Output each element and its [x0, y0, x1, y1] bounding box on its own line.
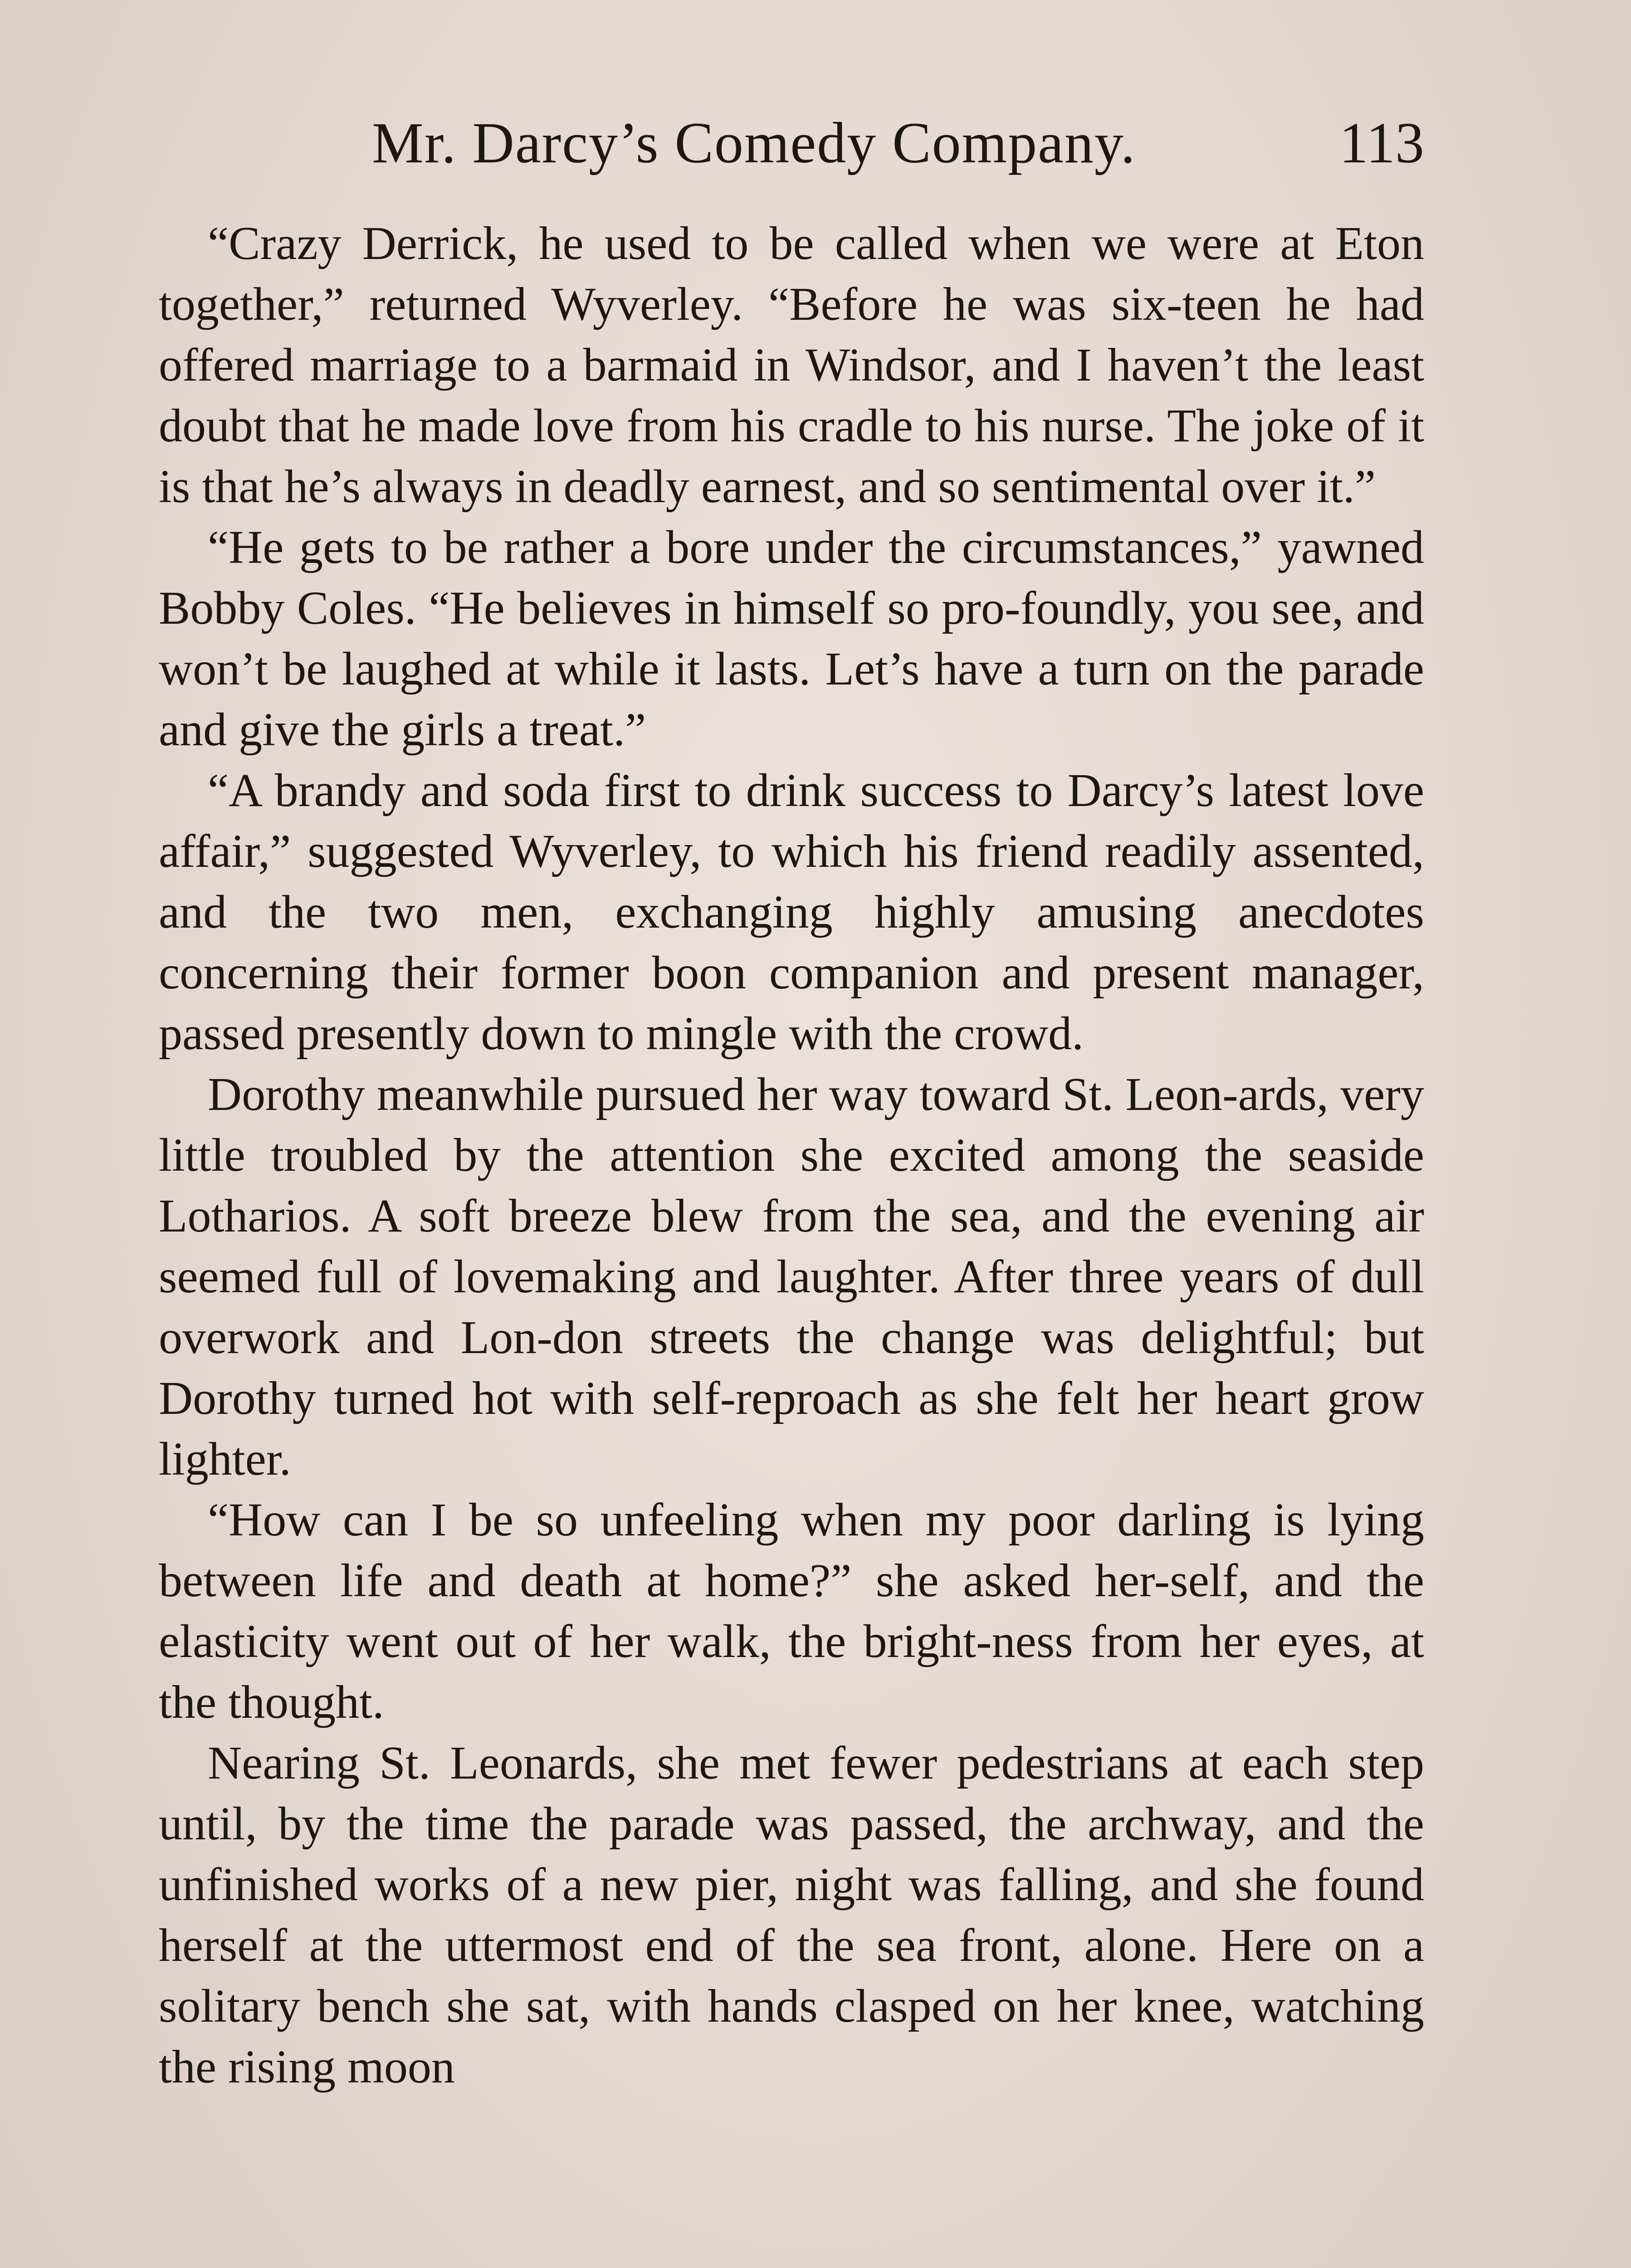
- page-number: 113: [1339, 111, 1424, 175]
- running-title: Mr. Darcy’s Comedy Company.: [372, 111, 1136, 175]
- body-text: [159, 213, 1424, 2097]
- paragraph-6: Nearing St. Leonards, she met fewer pedestrians at each step until, by the time the parade was passed, the archway, and the unfinished works of a new pier, night was falling, and she found herself at the uttermost end of the sea front, alone. Here on a solitary bench she sat, with hands clasped on her knee, watching the rising moon: [159, 1737, 1424, 2093]
- page-header: [159, 104, 1424, 181]
- paragraph-4: Dorothy meanwhile pursued her way toward St. Leon-ards, very little troubled by the attention she excited among the seaside Lotharios. A soft breeze blew from the sea, and the evening air seemed full of lovemaking and laughter. After three years of dull overwork and Lon-don streets the change was delightful; but Dorothy turned hot with self-reproach as she felt her heart grow lighter.: [159, 1068, 1424, 1485]
- paragraph-2: “He gets to be rather a bore under the circumstances,” yawned Bobby Coles. “He believes in himself so pro-foundly, you see, and won’t be laughed at while it lasts. Let’s have a turn on the parade and give the girls a treat.”: [159, 521, 1424, 756]
- paragraph-5: “How can I be so unfeeling when my poor darling is lying between life and death at home?” she asked her-self, and the elasticity went out of her walk, the bright-ness from her eyes, at the thought.: [159, 1494, 1424, 1728]
- paragraph-3: “A brandy and soda first to drink success to Darcy’s latest love affair,” suggested Wyverley, to which his friend readily assented, and the two men, exchanging highly amusing anecdotes concerning their former boon companion and present manager, passed presently down to mingle with the crowd.: [159, 764, 1424, 1060]
- paragraph-1: “Crazy Derrick, he used to be called when we were at Eton together,” returned Wyverley. “Before he was six-teen he had offered marriage to a barmaid in Windsor, and I haven’t the least doubt that he made love from his cradle to his nurse. The joke of it is that he’s always in deadly earnest, and so sentimental over it.”: [159, 217, 1424, 513]
